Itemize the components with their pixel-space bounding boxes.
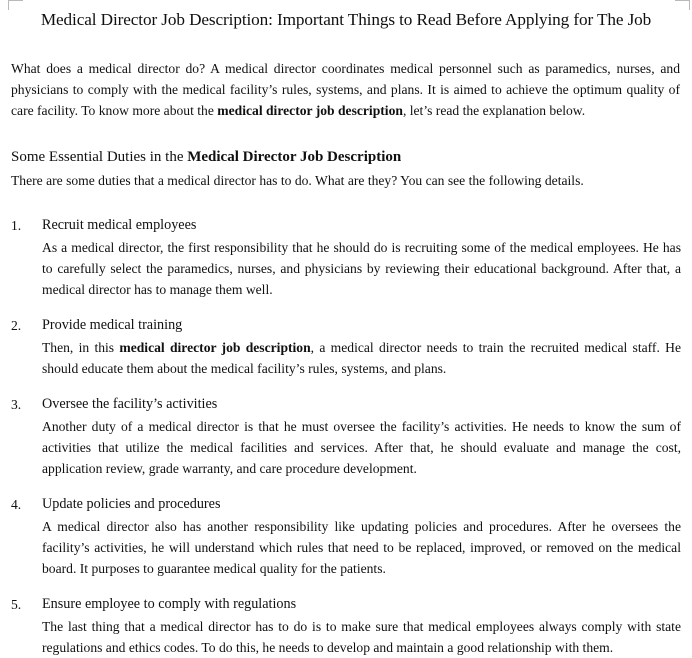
list-item-body	[42, 616, 681, 658]
section-heading-bold: Medical Director Job Description	[187, 149, 402, 165]
list-item-title: Recruit medical employees	[42, 217, 197, 233]
list-item-body-part1: Then, in this	[42, 340, 120, 355]
intro-text-part2: , let’s read the explanation below.	[402, 103, 586, 118]
list-item-number: 1.	[11, 218, 22, 233]
section-lead-in: There are some duties that a medical director has to do. What are they? You can see the following details.	[11, 173, 584, 188]
document-content	[11, 0, 681, 658]
list-item-number: 5.	[11, 597, 22, 612]
list-item-body-part1: A medical director also has another responsibility like updating policies and procedures. After he oversees the facility’s activities, he will understand which rules that need to be replaced, improved, or removed on the medical board. It purposes to guarantee medical quality for the patients.	[42, 519, 681, 576]
list-item-body	[42, 237, 681, 300]
list-item	[11, 494, 681, 579]
list-item-number: 3.	[11, 397, 22, 412]
list-item-body-part2: , a medical director needs to train the recruited medical staff. He should educate them about the medical facility’s rules, systems, and plans.	[42, 340, 681, 376]
list-item-body-emphasis: medical director job description	[119, 340, 311, 355]
list-item-number: 2.	[11, 318, 22, 333]
intro-emphasis: medical director job description	[217, 103, 403, 118]
list-item	[11, 594, 681, 658]
list-item-body	[42, 516, 681, 579]
list-item-title: Oversee the facility’s activities	[42, 396, 218, 412]
list-item-body-part1: The last thing that a medical director has to do is to make sure that medical employees always comply with state regulations and ethics codes. To do this, he needs to develop and maintain a good relationship with them.	[42, 619, 681, 655]
list-item-body-part1: Another duty of a medical director is that he must oversee the facility’s activities. He needs to know the sum of activities that utilize the medical facilities and services. After that, he should evaluate and manage the cost, application review, grade warranty, and care procedure development.	[42, 419, 681, 476]
intro-text-part1: What does a medical director do? A medical director coordinates medical personnel such as paramedics, nurses, and physicians to comply with the medical facility’s rules, systems, and plans. It is aimed to achieve the optimum quality of care facility. To know more about the	[11, 61, 680, 118]
list-item-body-part1: As a medical director, the first responsibility that he should do is recruiting some of the medical employees. He has to carefully select the paramedics, nurses, and physicians by reviewing their educational background. After that, a medical director has to manage them well.	[42, 240, 681, 297]
page-title: Medical Director Job Description: Important Things to Read Before Applying for The Job	[40, 10, 652, 29]
list-item-body	[42, 416, 681, 479]
list-item	[11, 394, 681, 479]
list-item-title: Update policies and procedures	[42, 496, 221, 512]
section-heading	[11, 147, 681, 168]
list-item-title: Provide medical training	[42, 317, 183, 333]
list-item-title: Ensure employee to comply with regulations	[42, 596, 297, 612]
intro-paragraph	[11, 58, 680, 121]
duties-list	[11, 215, 681, 658]
list-item	[11, 215, 681, 300]
list-item	[11, 315, 681, 379]
section-heading-normal: Some Essential Duties in the	[11, 149, 188, 165]
list-item-number: 4.	[11, 497, 22, 512]
list-item-body	[42, 337, 681, 379]
